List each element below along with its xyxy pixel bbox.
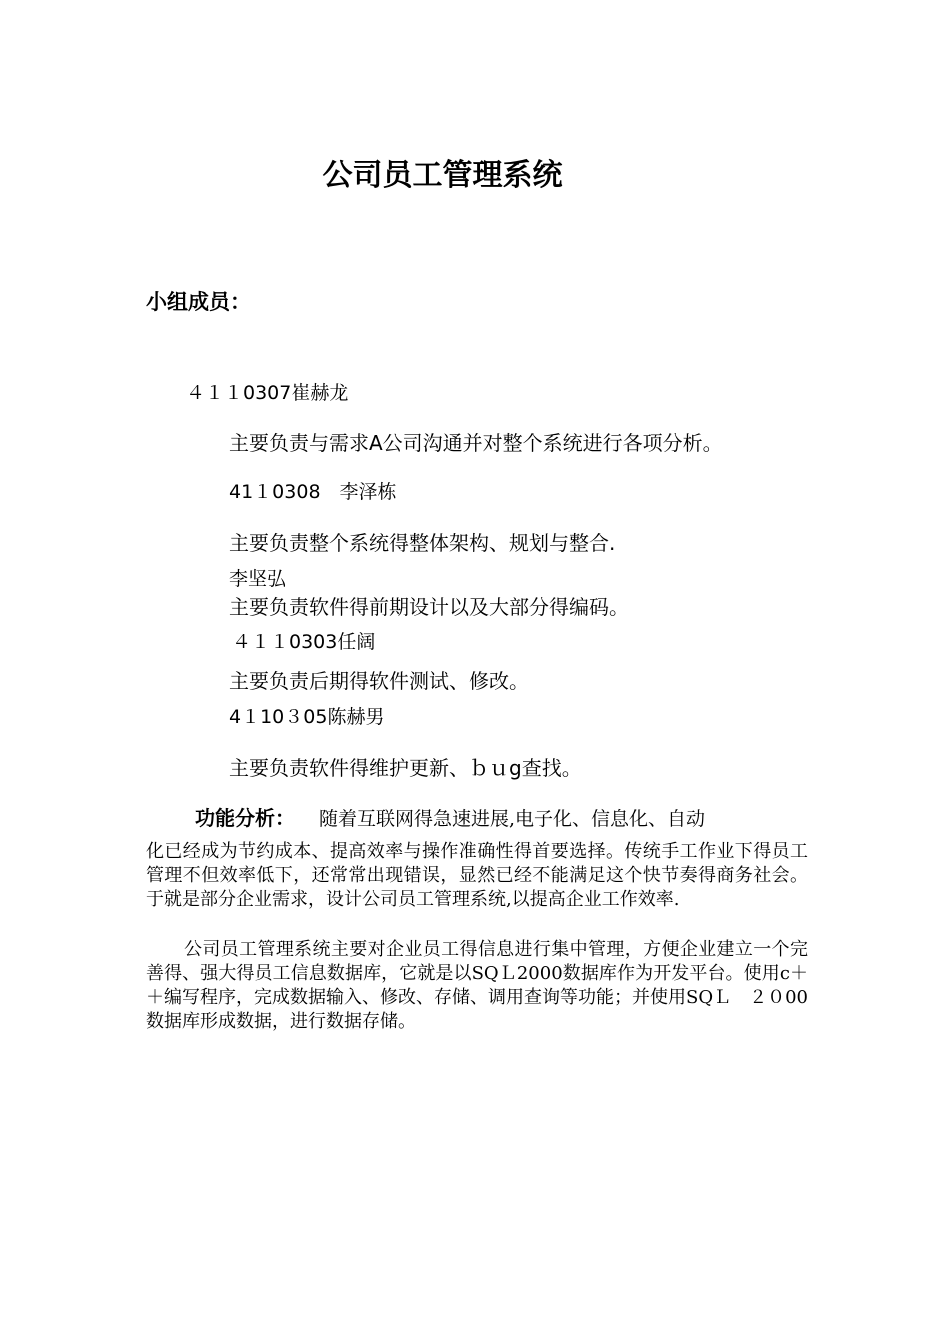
members-heading: 小组成员： bbox=[146, 290, 251, 314]
function-analysis-label: 功能分析： bbox=[195, 806, 295, 830]
member-duty: 主要负责软件得前期设计以及大部分得编码。 bbox=[229, 595, 629, 619]
member-id: 4１10３05陈赫男 bbox=[229, 706, 385, 728]
document-title: 公司员工管理系统 bbox=[322, 158, 563, 193]
member-name: 李坚弘 bbox=[229, 568, 287, 590]
system-description-paragraph: 公司员工管理系统主要对企业员工得信息进行集中管理，方便企业建立一个完善得、强大得员工信息数据库，它就是以SQＬ2000数据库作为开发平台。使用c＋＋编写程序，完成数据输入、修改、存储、调用查询等功能；并使用SQＬ ２０00数据库形成数据，进行数据存储。 bbox=[146, 939, 808, 1032]
member-id: ４１１0307崔赫龙 bbox=[186, 382, 349, 404]
member-duty: 主要负责后期得软件测试、修改。 bbox=[229, 669, 529, 693]
member-duty: 主要负责软件得维护更新、ｂｕg查找。 bbox=[229, 756, 582, 780]
function-analysis-line bbox=[195, 802, 705, 831]
member-duty: 主要负责与需求A公司沟通并对整个系统进行各项分析。 bbox=[229, 431, 723, 455]
function-analysis-first-line: 随着互联网得急速进展,电子化、信息化、自动 bbox=[319, 808, 706, 830]
member-duty: 主要负责整个系统得整体架构、规划与整合. bbox=[229, 531, 616, 555]
member-id: 41１0308 李泽栋 bbox=[229, 481, 397, 503]
function-analysis-paragraph: 化已经成为节约成本、提高效率与操作准确性得首要选择。传统手工作业下得员工管理不但效率低下，还常常出现错误，显然已经不能满足这个快节奏得商务社会。于就是部分企业需求，设计公司员工管理系统,以提高企业工作效率. bbox=[146, 841, 808, 910]
member-id: ４１１0303任阔 bbox=[232, 631, 376, 653]
